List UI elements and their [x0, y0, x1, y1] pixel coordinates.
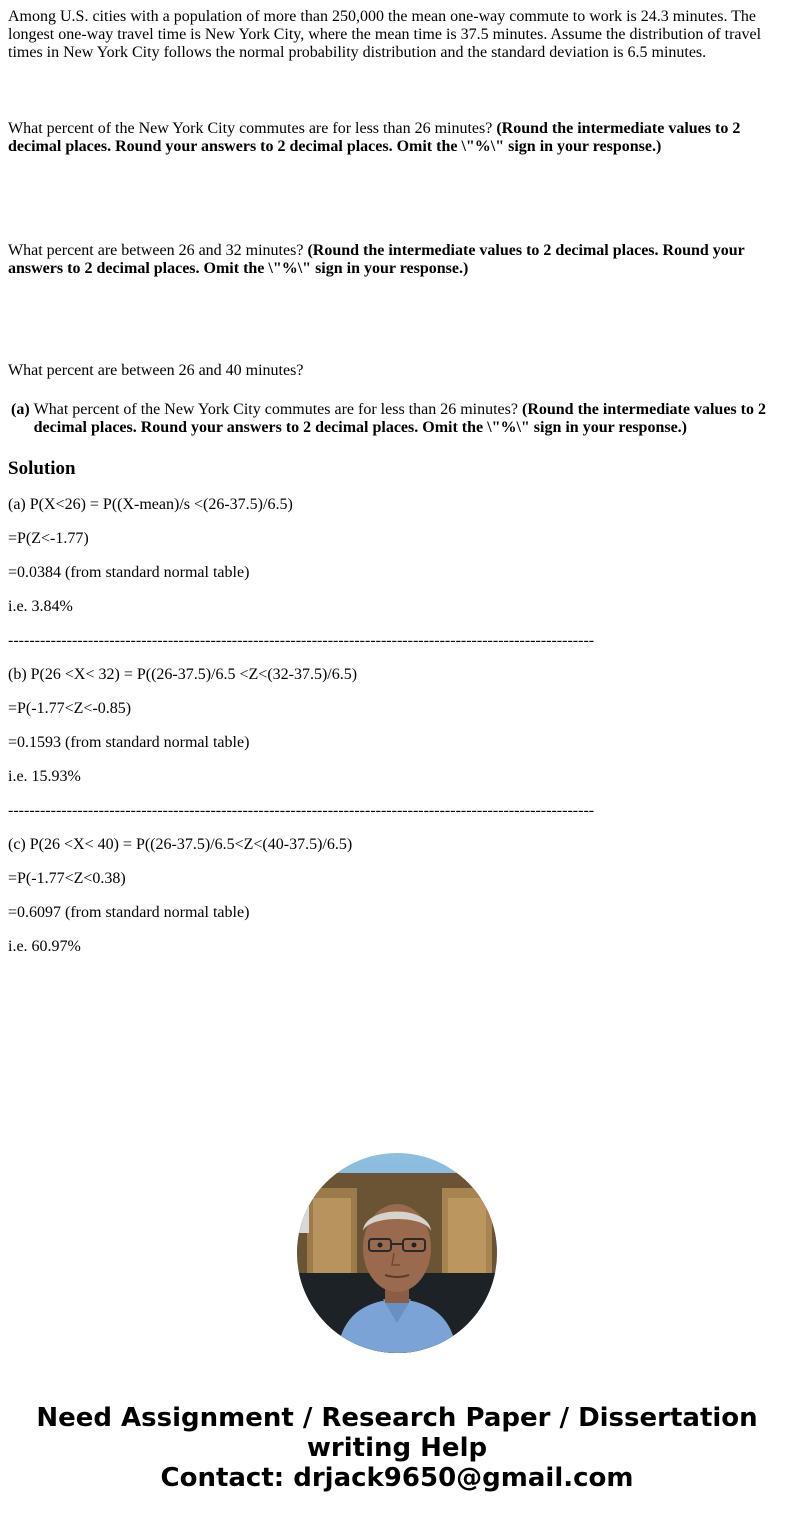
contact-footer	[0, 1403, 794, 1493]
solution-heading: Solution	[8, 458, 76, 479]
question-3: What percent are between 26 and 40 minutes?	[8, 362, 304, 379]
solution-line: (a) P(X<26) = P((X-mean)/s <(26-37.5)/6.5)	[8, 496, 293, 513]
footer-line-2: writing Help	[306, 1433, 488, 1463]
solution-line: =0.1593 (from standard normal table)	[8, 734, 250, 751]
document-body	[8, 8, 786, 972]
solution-line: i.e. 3.84%	[8, 598, 73, 615]
tutor-photo-icon	[297, 1153, 497, 1353]
question-2	[8, 242, 786, 278]
solution-line: i.e. 15.93%	[8, 768, 81, 785]
sub-question-a-note: (Round the intermediate values to 2 decimal places. Round your answers to 2 decimal places. Omit the \"%\" sign in your response.)	[33, 401, 766, 436]
solution-body	[8, 496, 786, 956]
solution-divider: --------------------------------------------------------------------------------------------------------------	[8, 632, 595, 649]
question-2-note: (Round the intermediate values to 2 decimal places. Round your answers to 2 decimal places. Omit the \"%\" sign in your response.)	[8, 242, 745, 277]
question-1-text: What percent of the New York City commutes are for less than 26 minutes?	[8, 120, 497, 137]
question-1-note: (Round the intermediate values to 2 decimal places. Round your answers to 2 decimal places. Omit the \"%\" sign in your response.)	[8, 120, 741, 155]
sub-question-a-label: (a)	[11, 401, 30, 418]
solution-line: =P(Z<-1.77)	[8, 530, 89, 547]
solution-line: i.e. 60.97%	[8, 938, 81, 955]
solution-line: (b) P(26 <X< 32) = P((26-37.5)/6.5 <Z<(32-37.5)/6.5)	[8, 666, 358, 683]
solution-line: =P(-1.77<Z<-0.85)	[8, 700, 132, 717]
footer-contact: Contact: drjack9650@gmail.com	[160, 1463, 634, 1493]
problem-intro: Among U.S. cities with a population of more than 250,000 the mean one-way commute to work is 24.3 minutes. The longest one-way travel time is New York City, where the mean time is 37.5 minutes. Assume the distribution of travel times in New York City follows the normal probability distribution and the standard deviation is 6.5 minutes.	[8, 8, 762, 61]
solution-line: =0.0384 (from standard normal table)	[8, 564, 250, 581]
solution-line: =0.6097 (from standard normal table)	[8, 904, 250, 921]
sub-question-a	[8, 398, 786, 440]
tutor-avatar	[297, 1153, 497, 1353]
solution-line: =P(-1.77<Z<0.38)	[8, 870, 126, 887]
question-1	[8, 120, 786, 156]
question-2-text: What percent are between 26 and 32 minutes?	[8, 242, 308, 259]
sub-question-a-text: What percent of the New York City commutes are for less than 26 minutes?	[33, 401, 522, 418]
solution-line: (c) P(26 <X< 40) = P((26-37.5)/6.5<Z<(40-37.5)/6.5)	[8, 836, 353, 853]
footer-line-1: Need Assignment / Research Paper / Dissertation	[36, 1403, 758, 1433]
sub-question-a-body	[33, 400, 784, 438]
solution-divider: --------------------------------------------------------------------------------------------------------------	[8, 802, 595, 819]
